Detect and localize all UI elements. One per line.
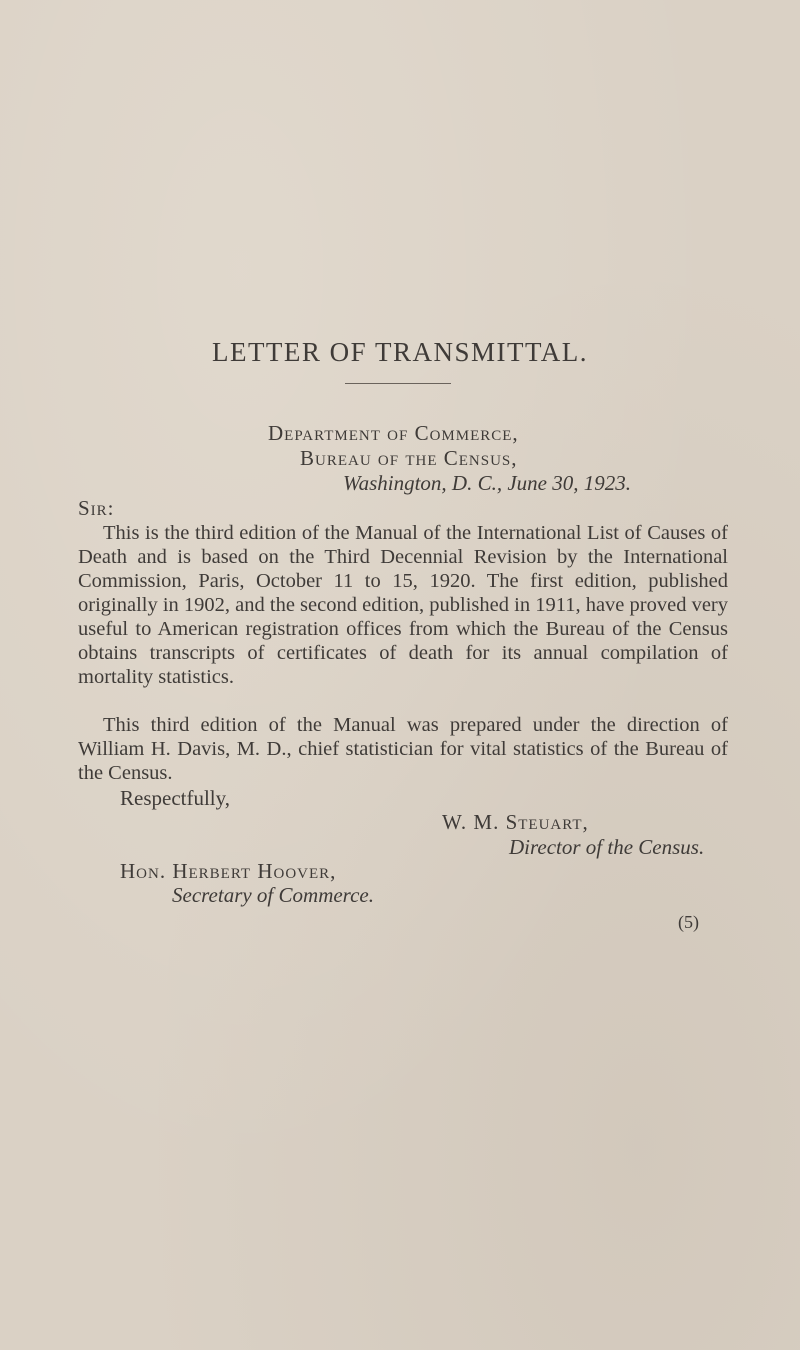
body-paragraph-1: This is the third edition of the Manual of the International List of Causes of Death and is based on the Third Decennial Revision by the International Commission, Paris, October 11 to 15, 1920. The first edition, published originally in 1902, and the second edition, published in 1911, have proved very useful to American registration offices from which the Bureau of the Census obtains transcripts of certificates of death for its annual compilation of mortality statistics.: [78, 522, 728, 688]
letter-title: LETTER OF TRANSMITTAL.: [211, 337, 589, 367]
page-number: (5): [678, 912, 699, 932]
heading-department: Department of Commerce,: [268, 421, 519, 445]
signature-title: Director of the Census.: [509, 835, 705, 859]
title-rule-divider: [345, 383, 451, 384]
addressee-name: Hon. Herbert Hoover,: [120, 859, 337, 883]
addressee-title: Secretary of Commerce.: [172, 883, 374, 907]
heading-place-date: Washington, D. C., June 30, 1923.: [343, 471, 631, 495]
heading-bureau: Bureau of the Census,: [300, 446, 518, 470]
body-paragraph-2: This third edition of the Manual was prepared under the direction of William H. Davis, M. D., chief statistician for vital statistics of the Bureau of the Census.: [78, 714, 728, 784]
signature-name: W. M. Steuart,: [442, 810, 589, 834]
salutation: Sir:: [78, 496, 115, 520]
closing: Respectfully,: [120, 786, 231, 810]
